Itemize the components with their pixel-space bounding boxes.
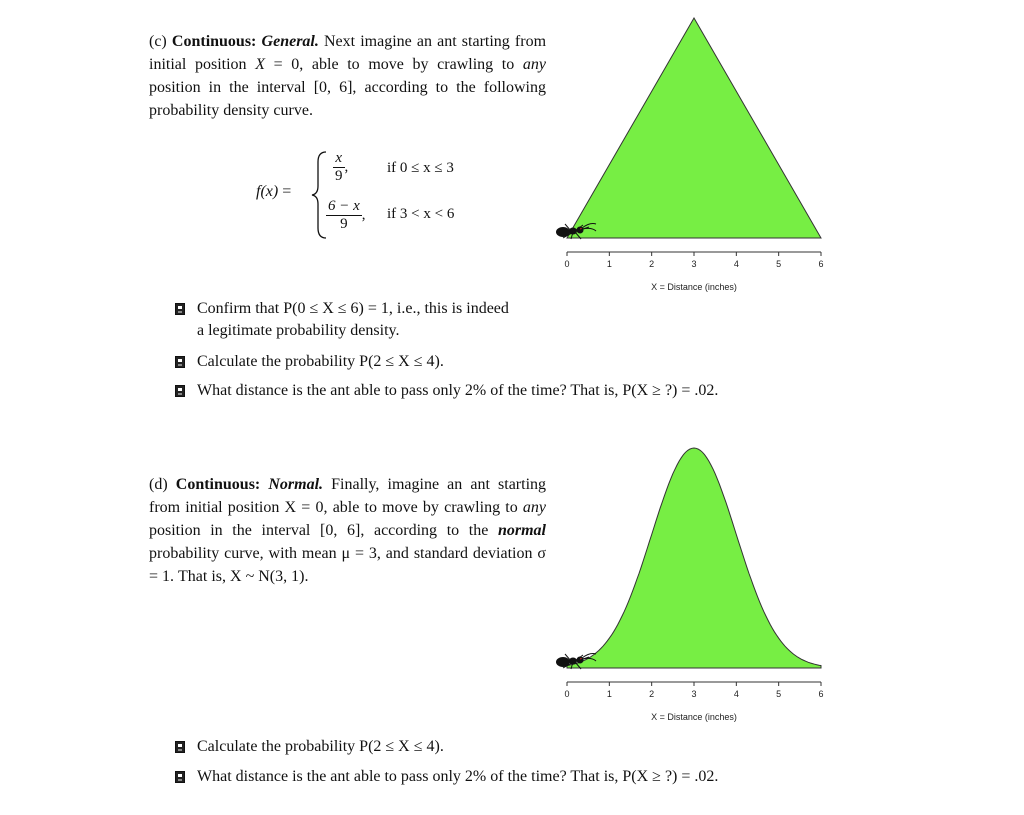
density-area xyxy=(567,18,821,238)
formula-case-2: $\frac{6 - x}{9}$ , xyxy=(328,198,366,232)
x-tick-label: 1 xyxy=(606,259,612,269)
x-tick-label: 4 xyxy=(733,259,739,269)
part-d-bullet-1-text: Calculate the probability P(2 ≤ X ≤ 4). xyxy=(197,738,444,755)
x-tick-label: 6 xyxy=(818,259,824,269)
part-c-heading: Continuous: xyxy=(171,33,257,50)
x-tick-label: 4 xyxy=(733,689,739,699)
bullet-2-text: Calculate the probability P(2 ≤ X ≤ 4). xyxy=(197,353,444,370)
part-d-text-3: probability curve, with mean μ = 3, and standard deviation σ = 1. That is, X ~ N(3, 1). xyxy=(149,545,546,585)
bullet-1-line-2: a legitimate probability density. xyxy=(197,322,400,339)
part-c-any: any xyxy=(522,56,546,73)
x-tick-label: 0 xyxy=(564,689,570,699)
part-d-heading: Continuous: xyxy=(175,476,261,493)
x-tick-label: 3 xyxy=(691,689,697,699)
part-c-heading-italic: General. xyxy=(261,33,319,50)
case-1-fraction: $\frac{x}{9}$ xyxy=(335,150,343,184)
bullet-1-line-1: Confirm that P(0 ≤ X ≤ 6) = 1, i.e., this is indeed xyxy=(197,300,509,317)
part-d-any: any xyxy=(522,499,546,516)
case-2-fraction: $\frac{6 - x}{9}$ xyxy=(328,198,360,232)
normal-density-chart xyxy=(555,440,835,730)
calculator-icon xyxy=(175,385,185,397)
part-d-text-1: Finally, imagine an ant starting from initial position X = 0, able to move by crawling to xyxy=(149,476,547,516)
density-area xyxy=(567,448,821,668)
formula-case-1-condition: if 0 ≤ x ≤ 3 xyxy=(387,160,454,176)
calculator-icon xyxy=(175,303,185,315)
formula-case-2-condition: if 3 < x < 6 xyxy=(387,206,455,222)
part-c-var-x: X xyxy=(255,56,265,73)
part-d-text-2: position in the interval [0, 6], according to the xyxy=(149,522,498,539)
part-c-bullet-1 xyxy=(175,298,509,342)
part-d-heading-italic: Normal. xyxy=(268,476,324,493)
part-c-bullet-2 xyxy=(175,351,444,373)
x-tick-label: 2 xyxy=(649,259,655,269)
x-axis-title: X = Distance (inches) xyxy=(651,282,737,292)
part-c-label: (c) xyxy=(149,33,167,50)
part-d-label: (d) xyxy=(149,476,168,493)
x-tick-label: 1 xyxy=(606,689,612,699)
triangle-density-chart xyxy=(555,10,835,300)
bullet-3-text: What distance is the ant able to pass only 2% of the time? That is, P(X ≥ ?) = .02. xyxy=(197,382,719,399)
part-d-normal: normal xyxy=(497,522,546,539)
x-axis-title: X = Distance (inches) xyxy=(651,712,737,722)
formula-case-1: $\frac{x}{9}$ , xyxy=(335,150,349,184)
x-tick-label: 6 xyxy=(818,689,824,699)
part-d-bullet-2 xyxy=(175,766,718,788)
x-tick-label: 5 xyxy=(776,689,782,699)
x-tick-label: 5 xyxy=(776,259,782,269)
x-tick-label: 2 xyxy=(649,689,655,699)
part-d-bullet-1 xyxy=(175,736,444,758)
part-c-text-3: position in the interval [0, 6], according to the following probability density curve. xyxy=(149,79,546,119)
part-c-paragraph xyxy=(149,30,546,122)
formula-lhs: f(x) = xyxy=(256,183,292,200)
calculator-icon xyxy=(175,771,185,783)
part-c-text-2: = 0, able to move by crawling to xyxy=(264,56,523,73)
calculator-icon xyxy=(175,356,185,368)
x-tick-label: 0 xyxy=(564,259,570,269)
part-d-bullet-2-text: What distance is the ant able to pass only 2% of the time? That is, P(X ≥ ?) = .02. xyxy=(197,768,719,785)
part-c-text-1: Next imagine an ant starting from initial position xyxy=(149,33,547,73)
part-d-paragraph xyxy=(149,473,546,588)
x-tick-label: 3 xyxy=(691,259,697,269)
calculator-icon xyxy=(175,741,185,753)
part-c-bullet-3 xyxy=(175,380,718,402)
